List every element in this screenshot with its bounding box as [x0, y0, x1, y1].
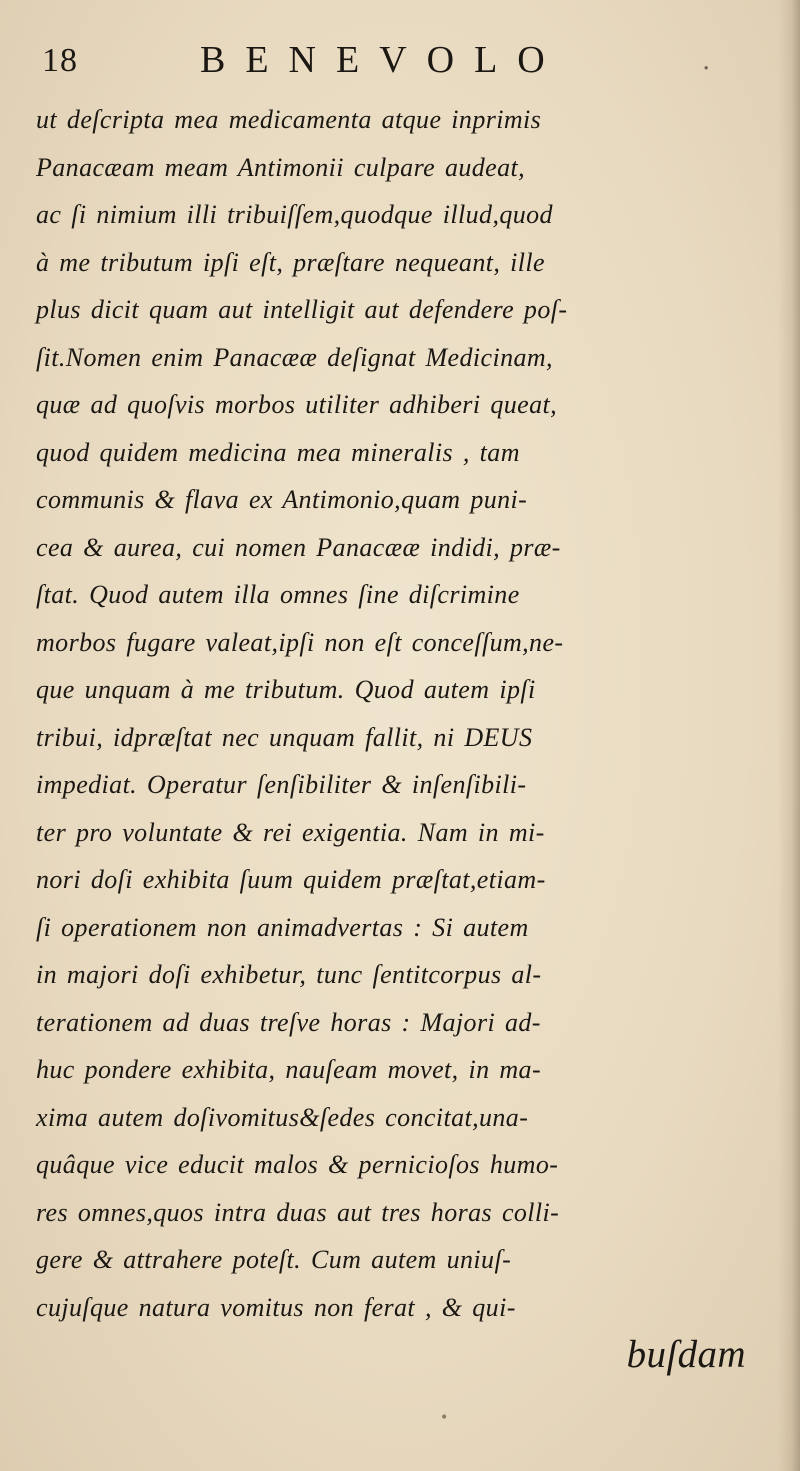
page-edge-shadow	[778, 0, 800, 1471]
running-head: BENEVOLO	[200, 39, 565, 81]
text-line: impediat. Operatur ſenſibiliter & inſenſibili-	[36, 770, 527, 799]
page-header	[42, 38, 762, 88]
text-line: plus dicit quam aut intelligit aut defendere poſ-	[36, 295, 568, 324]
text-line: ut deſcripta mea medicamenta atque inprimis	[36, 105, 542, 134]
header-ornament: .	[702, 46, 711, 76]
text-line: gere & attrahere poteſt. Cum autem uniuſ-	[36, 1245, 512, 1274]
text-line: Panacæam meam Antimonii culpare audeat,	[36, 152, 526, 182]
text-line: terationem ad duas treſve horas : Majori ad-	[36, 1007, 541, 1037]
text-line: quod quidem medicina mea mineralis , tam	[36, 437, 520, 467]
text-line: nori doſi exhibita ſuum quidem præſtat,etiam-	[36, 865, 546, 894]
page-number: 18	[42, 42, 78, 79]
text-line: ter pro voluntate & rei exigentia. Nam in mi-	[36, 817, 545, 847]
text-line: cea & aurea, cui nomen Panacææ indidi, præ-	[36, 532, 561, 562]
body-text	[36, 96, 776, 1379]
text-line: ſi operationem non animadvertas : Si autem	[36, 912, 529, 942]
text-line: que unquam à me tributum. Quod autem ipſi	[36, 675, 536, 704]
text-line: ſit.Nomen enim Panacææ deſignat Medicinam,	[36, 342, 553, 372]
text-line: quæ ad quoſvis morbos utiliter adhiberi queat,	[36, 390, 558, 419]
text-line: in majori doſi exhibetur, tunc ſentitcorpus al-	[36, 960, 542, 989]
text-line: ac ſi nimium illi tribuiſſem,quodque illud,quod	[36, 200, 553, 229]
text-line: xima autem doſivomitus&ſedes concitat,una-	[36, 1102, 529, 1132]
text-line: huc pondere exhibita, nauſeam movet, in ma-	[36, 1055, 542, 1084]
text-line: cujuſque natura vomitus non ferat , & qui-	[36, 1292, 516, 1322]
text-line: quâque vice educit malos & pernicioſos humo-	[36, 1150, 559, 1179]
text-line: communis & flava ex Antimonio,quam puni-	[36, 485, 528, 514]
text-line: morbos fugare valeat,ipſi non eſt conceſſum,ne-	[36, 627, 564, 657]
catchword: buſdam	[626, 1333, 746, 1376]
text-line: à me tributum ipſi eſt, præſtare nequeant, ille	[36, 247, 545, 277]
text-line: res omnes,quos intra duas aut tres horas colli-	[36, 1197, 560, 1227]
ink-speck: •	[440, 1410, 449, 1426]
text-line: ſtat. Quod autem illa omnes ſine diſcrimine	[36, 580, 520, 609]
text-line: tribui, idpræſtat nec unquam fallit, ni DEUS	[36, 722, 533, 752]
